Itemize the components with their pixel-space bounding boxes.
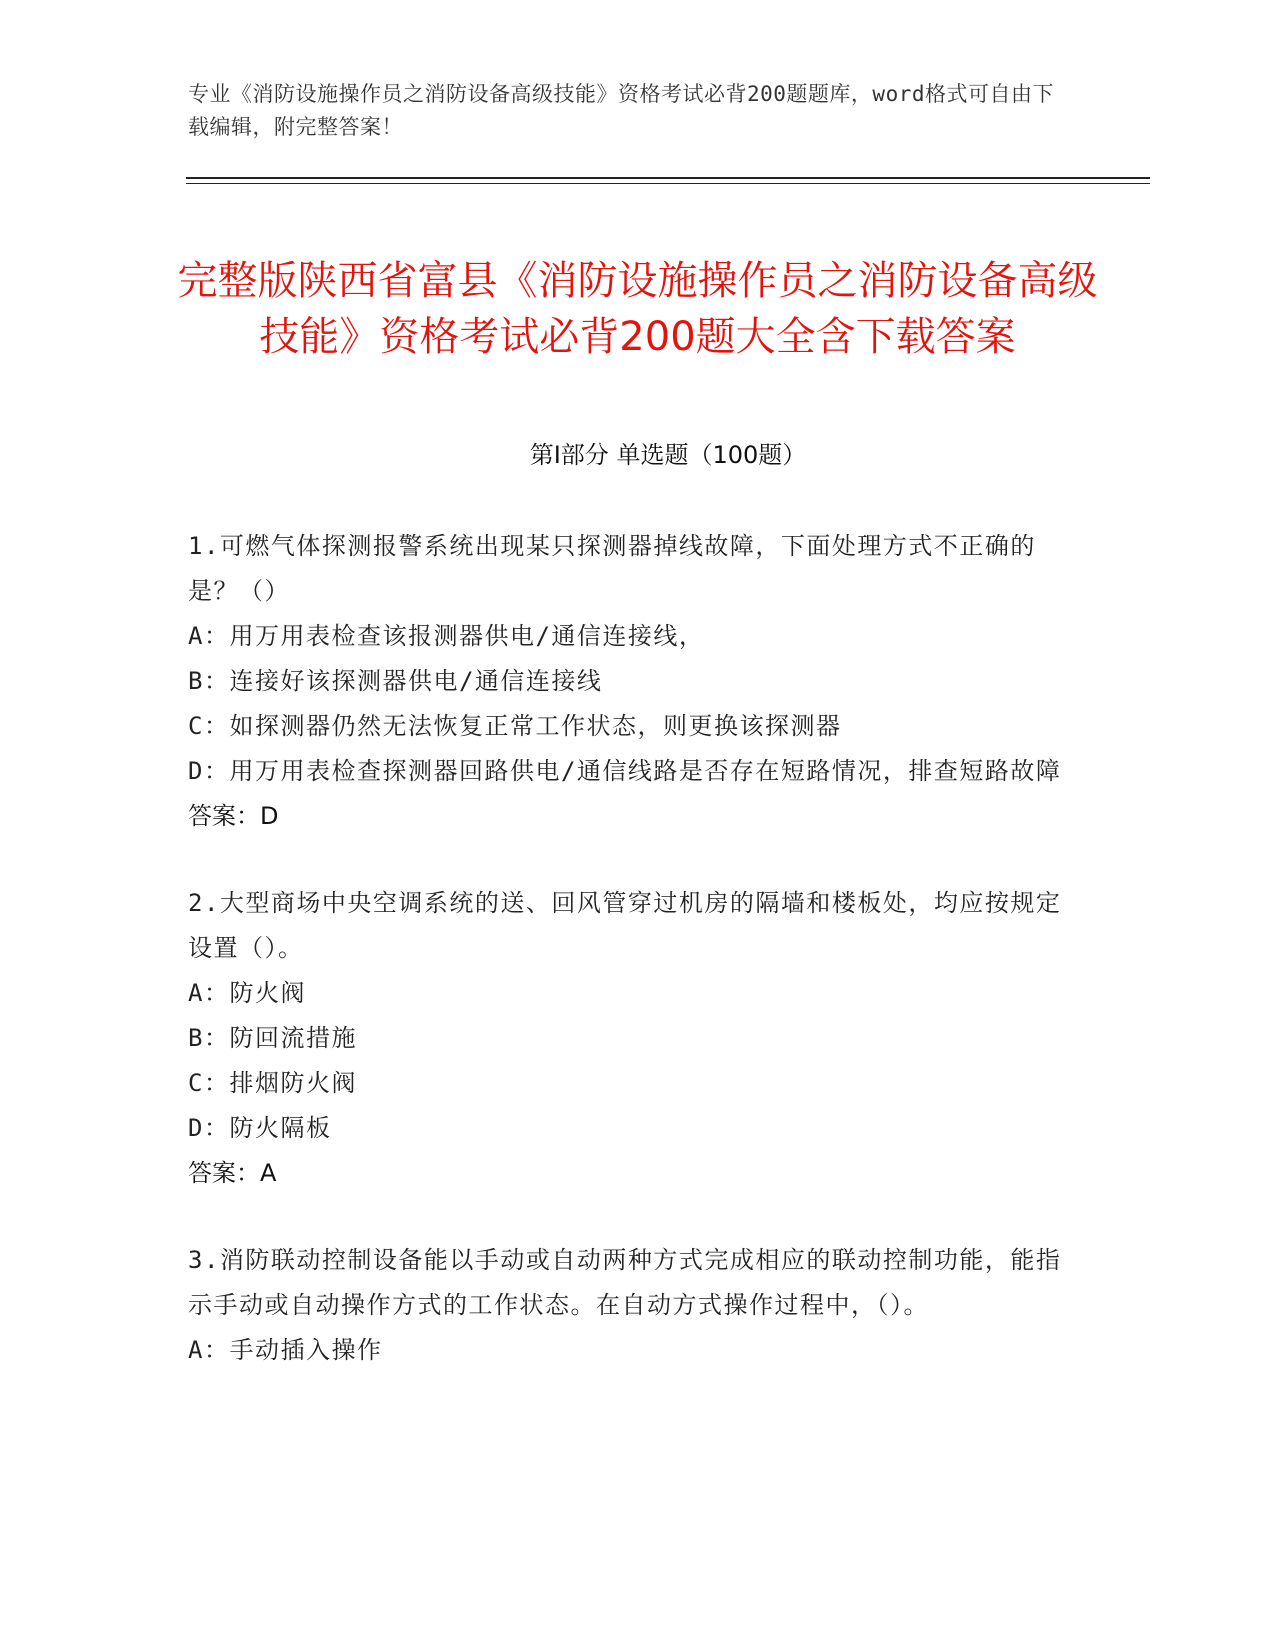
header-divider-thick (186, 177, 1150, 179)
question-3 (188, 1238, 1068, 1373)
answer: 答案：A (188, 1159, 277, 1187)
question-stem: 1.可燃气体探测报警系统出现某只探测器掉线故障，下面处理方式不正确的是？（） (188, 532, 1036, 605)
option-b: B：连接好该探测器供电/通信连接线 (188, 667, 603, 695)
option-d: D：用万用表检查探测器回路供电/通信线路是否存在短路情况，排查短路故障 (188, 757, 1062, 785)
question-stem: 3.消防联动控制设备能以手动或自动两种方式完成相应的联动控制功能，能指示手动或自动操作方式的工作状态。在自动方式操作过程中，（）。 (188, 1246, 1062, 1319)
option-a: A：手动插入操作 (188, 1336, 383, 1364)
document-title: 完整版陕西省富县《消防设施操作员之消防设备高级技能》资格考试必背200题大全含下载答案 (177, 257, 1098, 360)
option-a: A：防火阀 (188, 979, 306, 1007)
answer: 答案：D (188, 802, 279, 830)
option-d: D：防火隔板 (188, 1114, 332, 1142)
question-list (188, 524, 1068, 1415)
question-1 (188, 524, 1068, 839)
option-b: B：防回流措施 (188, 1024, 357, 1052)
header-divider-thin (186, 183, 1150, 184)
section-title: 第Ⅰ部分 单选题（100题） (529, 441, 807, 469)
question-2 (188, 881, 1068, 1196)
question-stem: 2.大型商场中央空调系统的送、回风管穿过机房的隔墙和楼板处，均应按规定设置（）。 (188, 889, 1062, 962)
header-note: 专业《消防设施操作员之消防设备高级技能》资格考试必背200题题库，word格式可自由下载编辑，附完整答案！ (188, 82, 1054, 139)
option-c: C：如探测器仍然无法恢复正常工作状态，则更换该探测器 (188, 712, 842, 740)
option-c: C：排烟防火阀 (188, 1069, 357, 1097)
option-a: A：用万用表检查该报测器供电/通信连接线， (188, 622, 705, 650)
